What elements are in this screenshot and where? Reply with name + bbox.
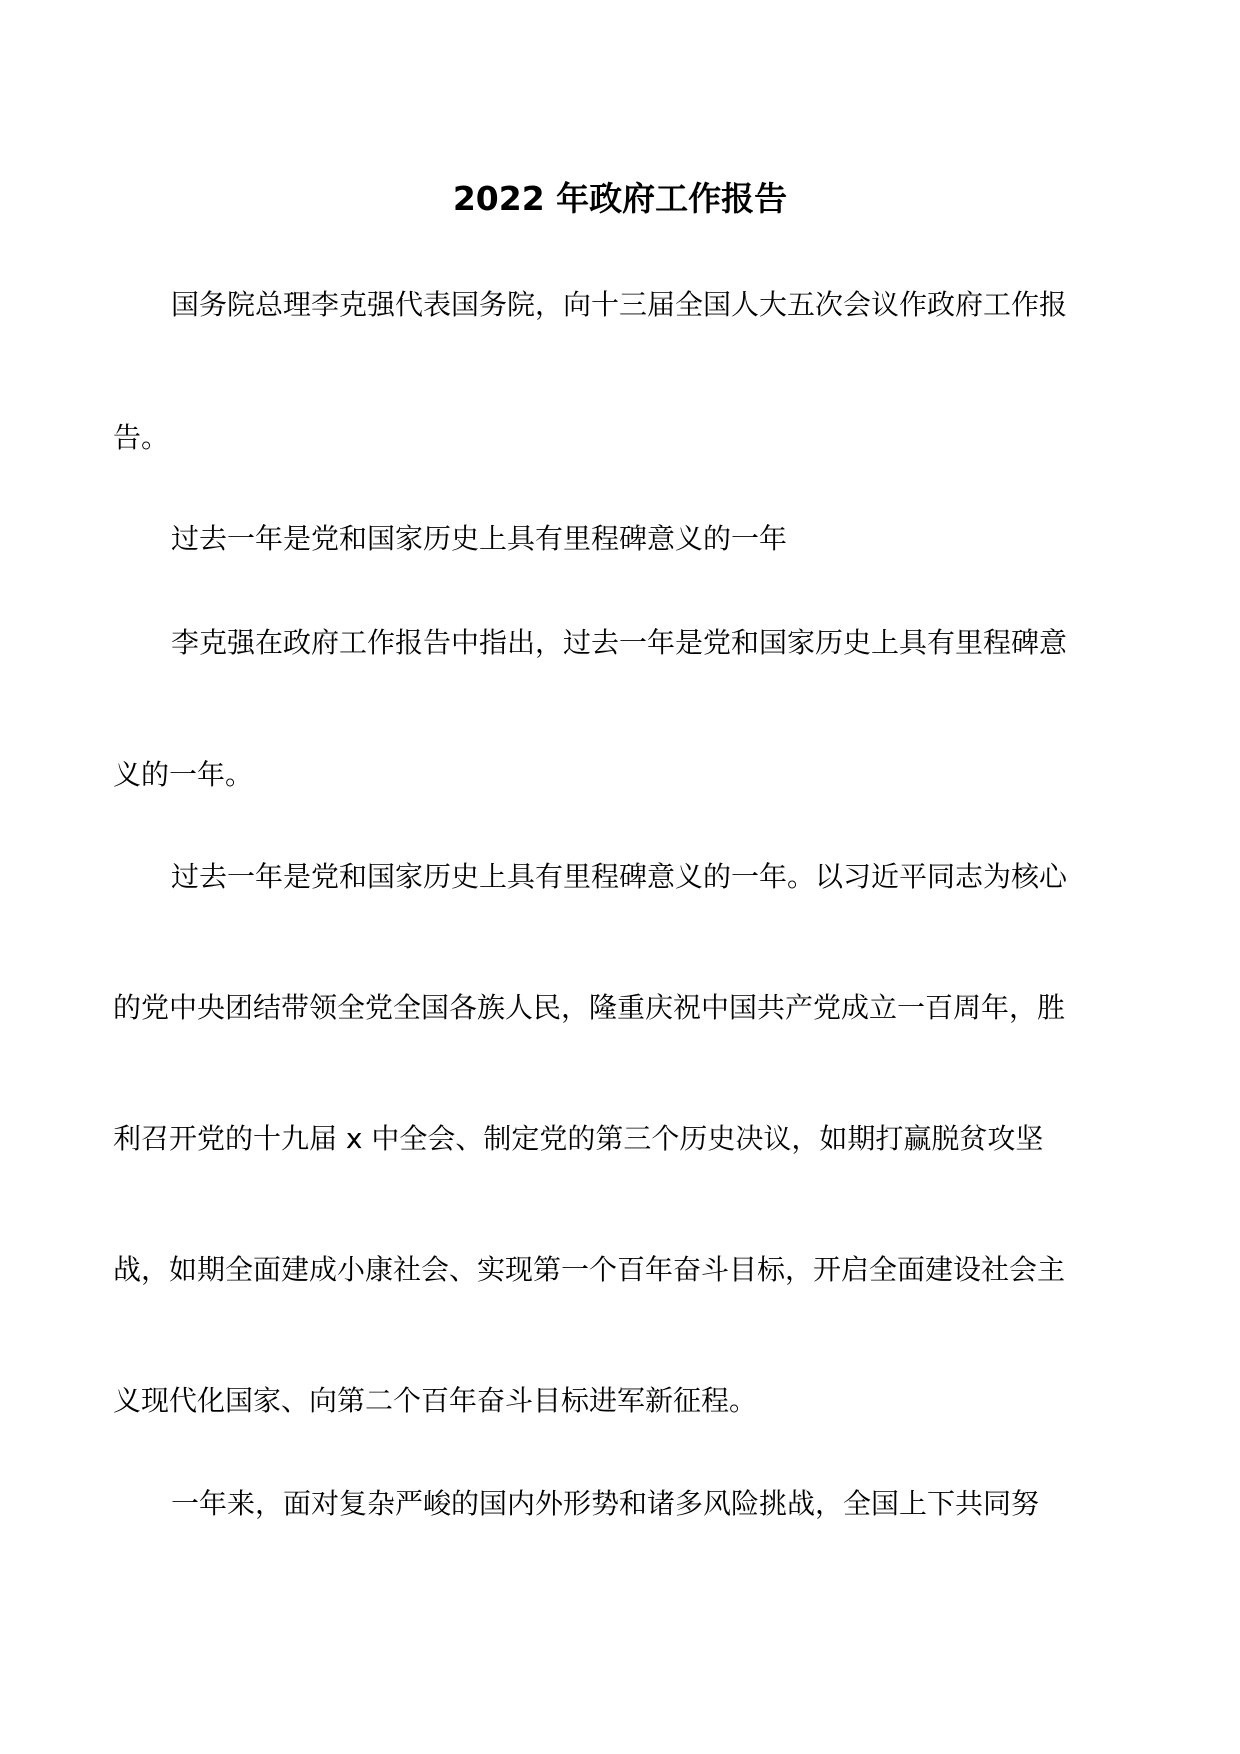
paragraph-line: 国务院总理李克强代表国务院，向十三届全国人大五次会议作政府工作报: [171, 288, 1068, 321]
paragraph-line: 利召开党的十九届 x 中全会、制定党的第三个历史决议，如期打赢脱贫攻坚: [113, 1122, 1044, 1155]
document-title: 2022 年政府工作报告: [452, 179, 788, 218]
paragraph-line: 过去一年是党和国家历史上具有里程碑意义的一年: [171, 522, 788, 555]
paragraph-line: 过去一年是党和国家历史上具有里程碑意义的一年。以习近平同志为核心: [171, 860, 1068, 893]
paragraph-line: 义现代化国家、向第二个百年奋斗目标进军新征程。: [113, 1384, 758, 1417]
paragraph-line: 战，如期全面建成小康社会、实现第一个百年奋斗目标，开启全面建设社会主: [113, 1253, 1066, 1286]
paragraph-line: 的党中央团结带领全党全国各族人民，隆重庆祝中国共产党成立一百周年，胜: [113, 991, 1066, 1024]
paragraph-line: 告。: [113, 421, 170, 454]
paragraph-line: 义的一年。: [113, 758, 254, 791]
paragraph-line: 李克强在政府工作报告中指出，过去一年是党和国家历史上具有里程碑意: [171, 626, 1068, 659]
paragraph-line: 一年来，面对复杂严峻的国内外形势和诸多风险挑战，全国上下共同努: [171, 1487, 1040, 1520]
